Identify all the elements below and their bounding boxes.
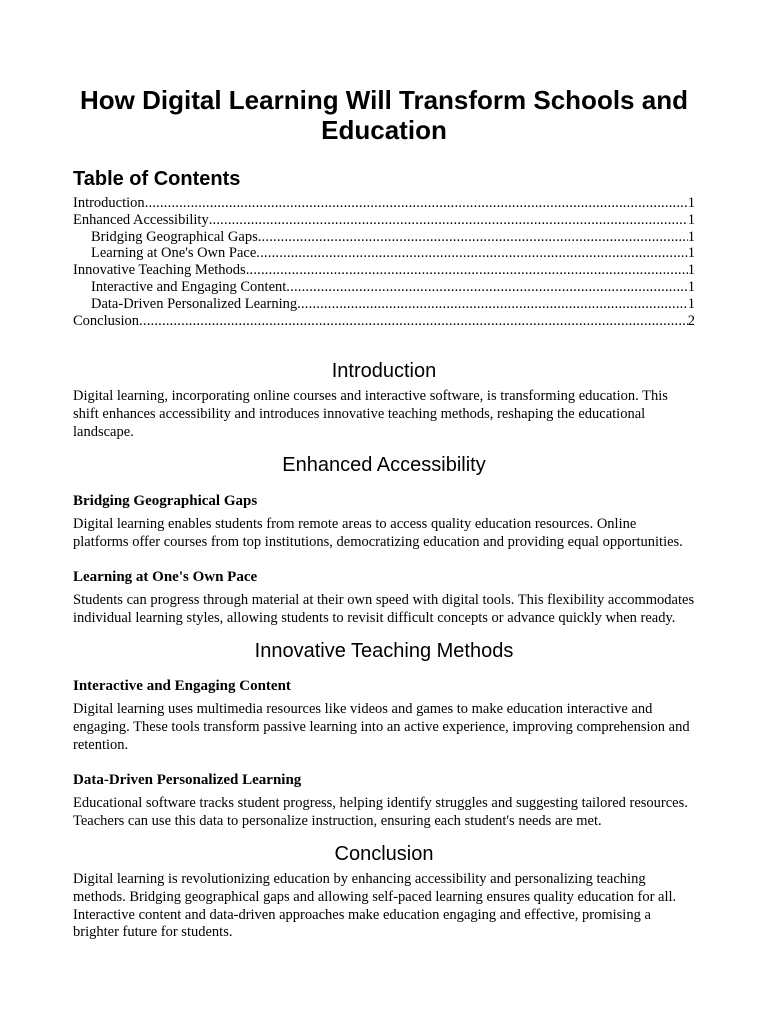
toc-entry-innovative-teaching-methods[interactable] bbox=[73, 262, 695, 279]
toc-page-number: 2 bbox=[687, 312, 695, 329]
toc-leader-dots bbox=[258, 229, 688, 246]
subsection-heading-interactive-content: Interactive and Engaging Content bbox=[73, 677, 291, 694]
toc-entry-data-driven-learning[interactable] bbox=[73, 296, 695, 313]
toc-heading: Table of Contents bbox=[73, 168, 241, 190]
toc-page-number: 1 bbox=[687, 195, 695, 211]
subsection-heading-data-driven: Data-Driven Personalized Learning bbox=[73, 772, 302, 789]
toc-page-number: 1 bbox=[687, 295, 695, 312]
toc-entry-introduction[interactable] bbox=[73, 195, 695, 212]
toc-page-number: 1 bbox=[687, 278, 695, 295]
toc-leader-dots bbox=[256, 245, 687, 262]
toc-page-number: 1 bbox=[687, 262, 695, 279]
toc-entry-label: Data-Driven Personalized Learning bbox=[91, 295, 298, 312]
toc-leader-dots bbox=[145, 195, 688, 212]
toc-entry-label: Bridging Geographical Gaps bbox=[91, 228, 258, 245]
toc-leader-dots bbox=[297, 296, 688, 313]
toc-entry-bridging-geographical-gaps[interactable] bbox=[73, 229, 695, 246]
table-of-contents bbox=[73, 195, 695, 329]
toc-entry-label: Interactive and Engaging Content bbox=[91, 278, 287, 295]
document-title: How Digital Learning Will Transform Schools and Education bbox=[80, 85, 688, 145]
subsection-heading-own-pace: Learning at One's Own Pace bbox=[73, 569, 258, 586]
toc-leader-dots bbox=[139, 313, 688, 330]
toc-leader-dots bbox=[286, 279, 687, 296]
toc-entry-conclusion[interactable] bbox=[73, 313, 695, 330]
toc-entry-learning-at-own-pace[interactable] bbox=[73, 245, 695, 262]
section-heading-enhanced-accessibility: Enhanced Accessibility bbox=[282, 453, 486, 476]
subsection-text-own-pace: Students can progress through material at their own speed with digital tools. This flexibility accommodates individual learning styles, allowing students to revisit difficult concepts or advance quickly when ready. bbox=[73, 592, 695, 627]
toc-entry-label: Introduction bbox=[73, 195, 145, 211]
section-text-conclusion: Digital learning is revolutionizing education by enhancing accessibility and personalizing teaching methods. Bridging geographical gaps and allowing self-paced learning ensures quality education for all. Interactive content and data-driven approaches make education engaging and effective, promising a brighter future for students. bbox=[73, 870, 677, 941]
toc-entry-enhanced-accessibility[interactable] bbox=[73, 212, 695, 229]
section-heading-innovative-teaching: Innovative Teaching Methods bbox=[254, 639, 514, 662]
section-heading-introduction: Introduction bbox=[331, 360, 437, 383]
toc-entry-label: Learning at One's Own Pace bbox=[91, 245, 257, 262]
document-page bbox=[73, 0, 695, 942]
toc-entry-label: Conclusion bbox=[73, 312, 140, 329]
toc-page-number: 1 bbox=[687, 245, 695, 262]
toc-entry-label: Innovative Teaching Methods bbox=[73, 262, 246, 279]
subsection-text-data-driven: Educational software tracks student progress, helping identify struggles and suggesting tailored resources. Teachers can use this data to personalize instruction, ensuring each student's needs are met. bbox=[73, 795, 688, 830]
toc-leader-dots bbox=[209, 212, 688, 229]
toc-page-number: 1 bbox=[687, 211, 695, 228]
toc-entry-interactive-engaging-content[interactable] bbox=[73, 279, 695, 296]
section-text-introduction: Digital learning, incorporating online courses and interactive software, is transforming education. This shift enhances accessibility and introduces innovative teaching methods, reshaping the educational landscape. bbox=[73, 388, 668, 440]
toc-page-number: 1 bbox=[687, 228, 695, 245]
toc-leader-dots bbox=[246, 262, 688, 279]
subsection-text-bridging-gaps: Digital learning enables students from remote areas to access quality education resources. Online platforms offer courses from top institutions, democratizing education and providing equal opportunities. bbox=[73, 515, 683, 550]
subsection-text-interactive-content: Digital learning uses multimedia resources like videos and games to make education interactive and engaging. These tools transform passive learning into an active experience, improving comprehension and retention. bbox=[73, 700, 690, 753]
subsection-heading-bridging-gaps: Bridging Geographical Gaps bbox=[73, 492, 258, 509]
toc-entry-label: Enhanced Accessibility bbox=[73, 211, 209, 228]
section-heading-conclusion: Conclusion bbox=[334, 842, 434, 865]
